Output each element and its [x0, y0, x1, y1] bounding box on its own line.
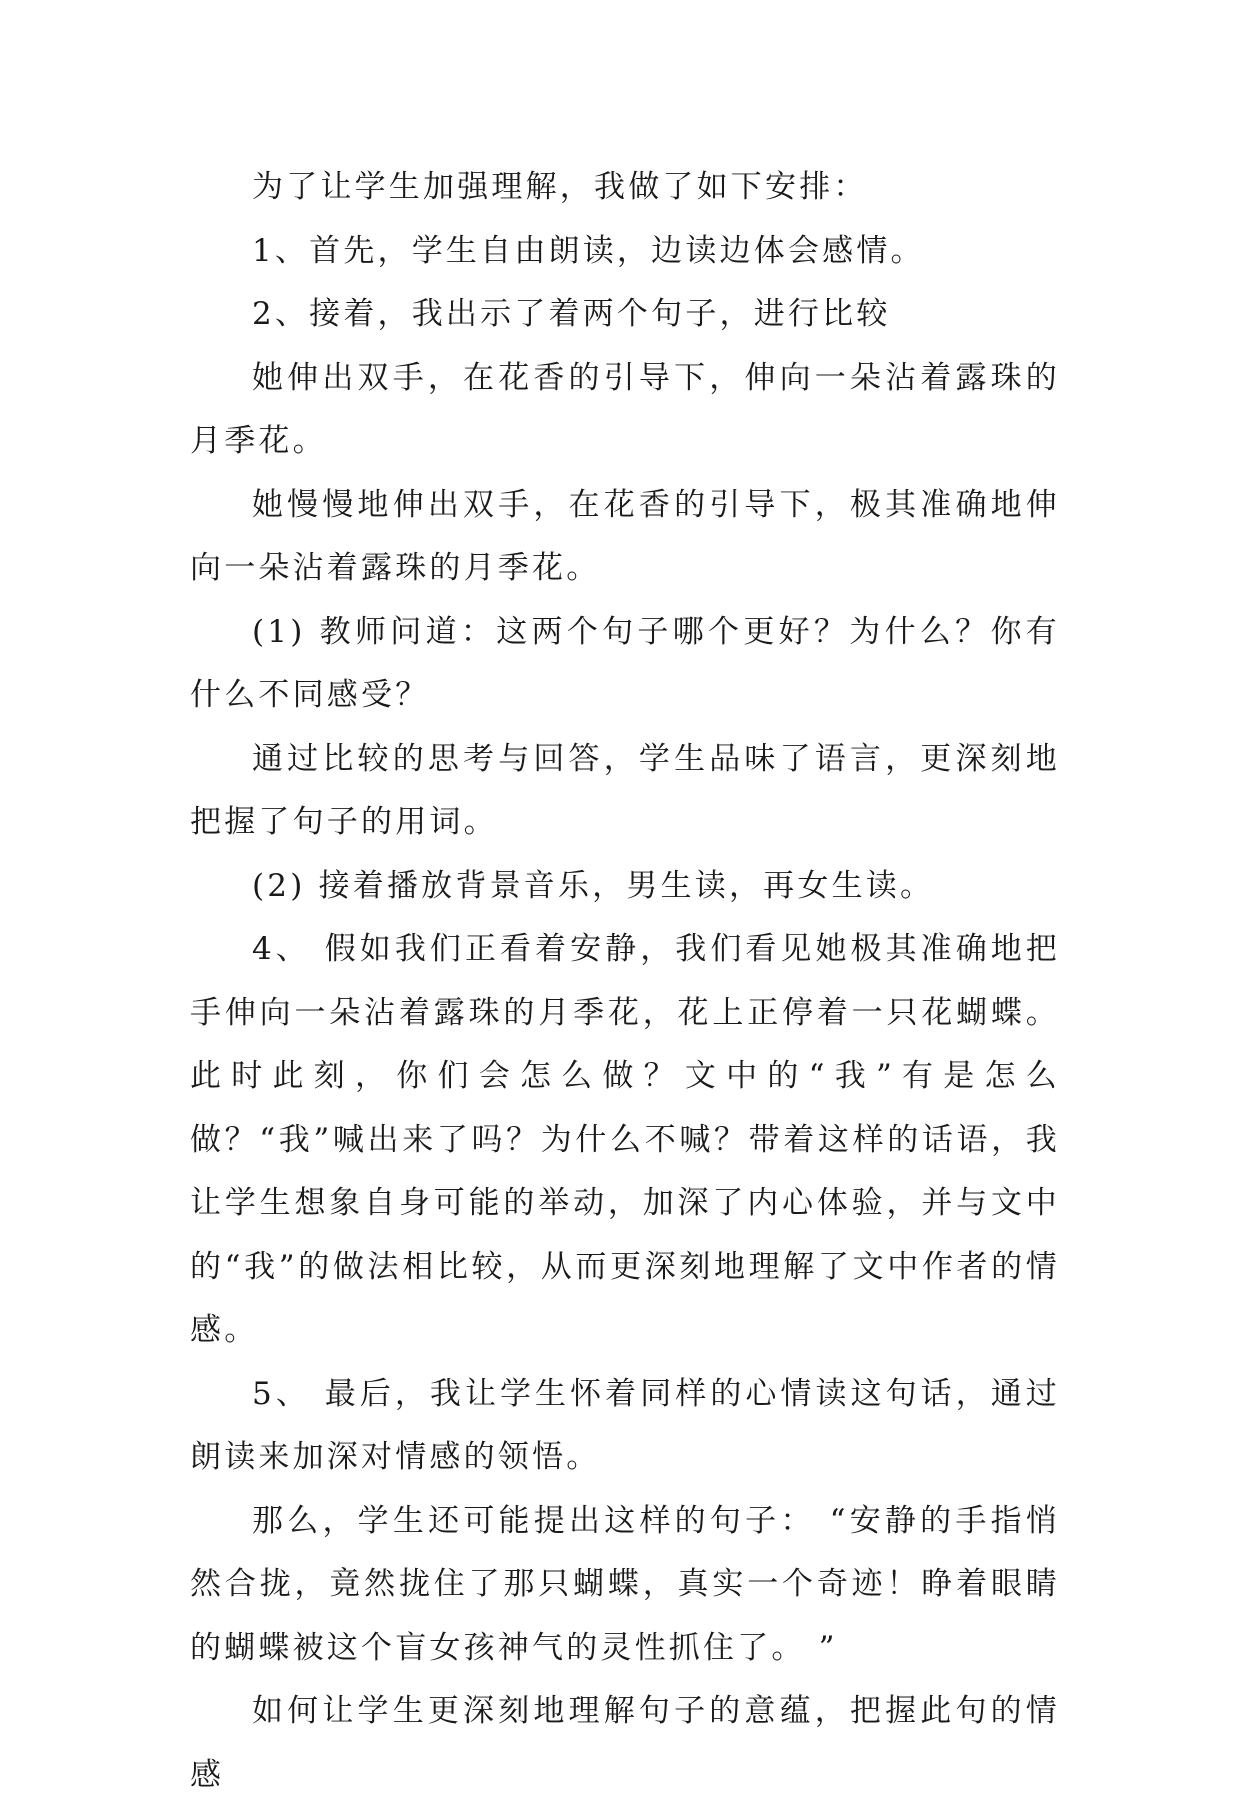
paragraph-step-1: 1、首先，学生自由朗读，边读边体会感情。	[252, 232, 925, 269]
paragraph-intro: 为了让学生加强理解，我做了如下安排：	[252, 169, 868, 205]
paragraph-step-4: 4、 假如我们正看着安静，我们看见她极其准确地把手伸向一朵沾着露珠的月季花，花上正停着一只花蝴蝶。此时此刻，你们会怎么做？文中的“我”有是怎么做？“我”喊出来了吗？为什么不喊？带着这样的话语，我让学生想象自身可能的举动，加深了内心体验，并与文中的“我”的做法相比较，从而更深刻地理解了文中作者的情感。	[190, 931, 1060, 1348]
paragraph-question-1: (1) 教师问道：这两个句子哪个更好？为什么？你有什么不同感受？	[190, 613, 1060, 713]
paragraph-quote: 那么，学生还可能提出这样的句子： “安静的手指悄然合拢，竟然拢住了那只蝴蝶，真实一个奇迹！睁着眼睛的蝴蝶被这个盲女孩神气的灵性抓住了。 ”	[190, 1502, 1060, 1666]
paragraph-sentence-b: 她慢慢地伸出双手，在花香的引导下，极其准确地伸向一朵沾着露珠的月季花。	[190, 486, 1060, 586]
body-text	[190, 156, 1060, 1807]
paragraph-step-5: 5、 最后，我让学生怀着同样的心情读这句话，通过朗读来加深对情感的领悟。	[190, 1375, 1060, 1475]
paragraph-closing: 如何让学生更深刻地理解句子的意蕴，把握此句的情感	[190, 1693, 1060, 1793]
paragraph-question-2: (2) 接着播放背景音乐，男生读，再女生读。	[252, 867, 935, 904]
paragraph-sentence-a: 她伸出双手，在花香的引导下，伸向一朵沾着露珠的月季花。	[190, 359, 1060, 459]
paragraph-comparison-result: 通过比较的思考与回答，学生品味了语言，更深刻地把握了句子的用词。	[190, 740, 1060, 840]
paragraph-step-2: 2、接着，我出示了着两个句子，进行比较	[252, 296, 891, 332]
